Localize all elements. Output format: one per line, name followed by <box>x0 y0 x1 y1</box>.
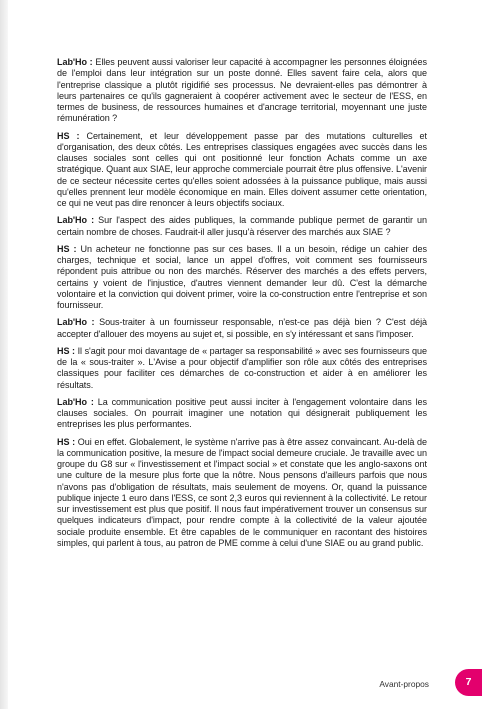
interview-paragraph <box>57 244 427 312</box>
paragraph-text: Elles peuvent aussi valoriser leur capacité à accompagner les personnes éloignées de l'emploi dans leur intégration sur un poste donné. Elles savent faire cela, alors que l'entreprise classique a plutôt rigidifié ses processus. Ne devraient-elles pas démontrer à leurs partenaires ce qu'ils gagneraient à coopérer activement avec le secteur de l'ESS, en termes de business, de ressources humaines et d'ancrage territorial, moyennant une juste rémunération ? <box>57 57 427 124</box>
interview-body <box>57 57 427 555</box>
paragraph-text: La communication positive peut aussi inciter à l'engagement volontaire dans les clauses sociales. On pourrait imaginer une notation qui désignerait publiquement les entreprises les plus performantes. <box>57 396 427 430</box>
section-title-footer: Avant-propos <box>379 679 429 689</box>
speaker-label: HS : <box>57 243 77 254</box>
paragraph-text: Certainement, et leur développement passe par des mutations culturelles et d'organisation, des deux côtés. Les entreprises classiques engagées avec succès dans les clauses sociales sont celles qui ont positionné leur fonction Achats comme un axe stratégique. Quant aux SIAE, leur approche commerciale pourrait être plus offensive. L'avenir de ce secteur nécessite certes qu'elles soient adossées à la puissance publique, mais aussi qu'elles prennent leur modèle économique en main. Elles doivent assumer cette orientation, ce qui ne veut pas dire renoncer à leurs objectifs sociaux. <box>57 130 427 208</box>
paragraph-text: Sous-traiter à un fournisseur responsable, n'est-ce pas déjà bien ? C'est déjà accepter d'allouer des moyens au sujet et, si possible, en s'y intéressant et sans l'imposer. <box>57 317 428 339</box>
page-number-badge: 7 <box>455 669 482 696</box>
speaker-label: Lab'Ho : <box>57 57 93 67</box>
paragraph-text: Sur l'aspect des aides publiques, la commande publique permet de garantir un certain nombre de choses. Faudrait-il aller jusqu'à réserver des marchés aux SIAE ? <box>57 215 428 237</box>
speaker-label: HS : <box>57 436 76 447</box>
interview-paragraph <box>57 397 427 431</box>
interview-paragraph <box>57 437 427 550</box>
paragraph-text: Il s'agit pour moi davantage de « partager sa responsabilité » avec ses fournisseurs que de la « sous-traiter ». L'Avise a pour objectif d'amplifier son rôle aux côtés des entreprises classiques pour faciliter ces démarches de co-construction et aider à en améliorer les résultats. <box>57 345 427 390</box>
speaker-label: HS : <box>57 345 76 356</box>
speaker-label: Lab'Ho : <box>57 215 95 226</box>
page-edge-shadow <box>0 0 8 709</box>
paragraph-text: Un acheteur ne fonctionne pas sur ces bases. Il a un besoin, rédige un cahier des charges, technique et social, lance un appel d'offres, voit comment ses fournisseurs répondent puis attribue ou non des marchés. Réserver des marchés a des effets pervers, certains y voient de l'injustice, d'autres viennent demander leur dû. C'est la démarche volontaire et la conviction qui doivent primer, voire la co-construction entre l'entreprise et son fournisseur. <box>57 243 427 310</box>
interview-paragraph <box>57 346 427 391</box>
speaker-label: HS : <box>57 130 80 141</box>
interview-paragraph <box>57 57 427 125</box>
interview-paragraph <box>57 215 427 238</box>
interview-paragraph <box>57 131 427 210</box>
speaker-label: Lab'Ho : <box>57 396 94 407</box>
paragraph-text: Oui en effet. Globalement, le système n'arrive pas à être assez convaincant. Au-delà de la communication positive, la mesure de l'impact social demeure cruciale. Je travaille avec un groupe du G8 sur « l'investissement et l'impact social » et constate que les anglo-saxons ont une culture de la mesure plus forte que la nôtre. Nous pensons d'ailleurs parfois que nous n'avons pas d'obligation de résultats, mais seulement de moyens. Or, quand la puissance publique injecte 1 euro dans l'ESS, ce sont 2,3 euros qui reviennent à la collectivité. Le retour sur investissement est plus que positif. Il nous faut impérativement trouver un consensus sur quelques indicateurs d'impact, pour rendre compte à la collectivité de la valeur ajoutée sociale produite ensemble. Et être capables de le communiquer en racontant des histoires simples, qui parlent à tous, au patron de PME comme à celui d'une SIAE ou au grand public. <box>57 436 427 548</box>
speaker-label: Lab'Ho : <box>57 317 95 328</box>
interview-paragraph <box>57 317 427 340</box>
